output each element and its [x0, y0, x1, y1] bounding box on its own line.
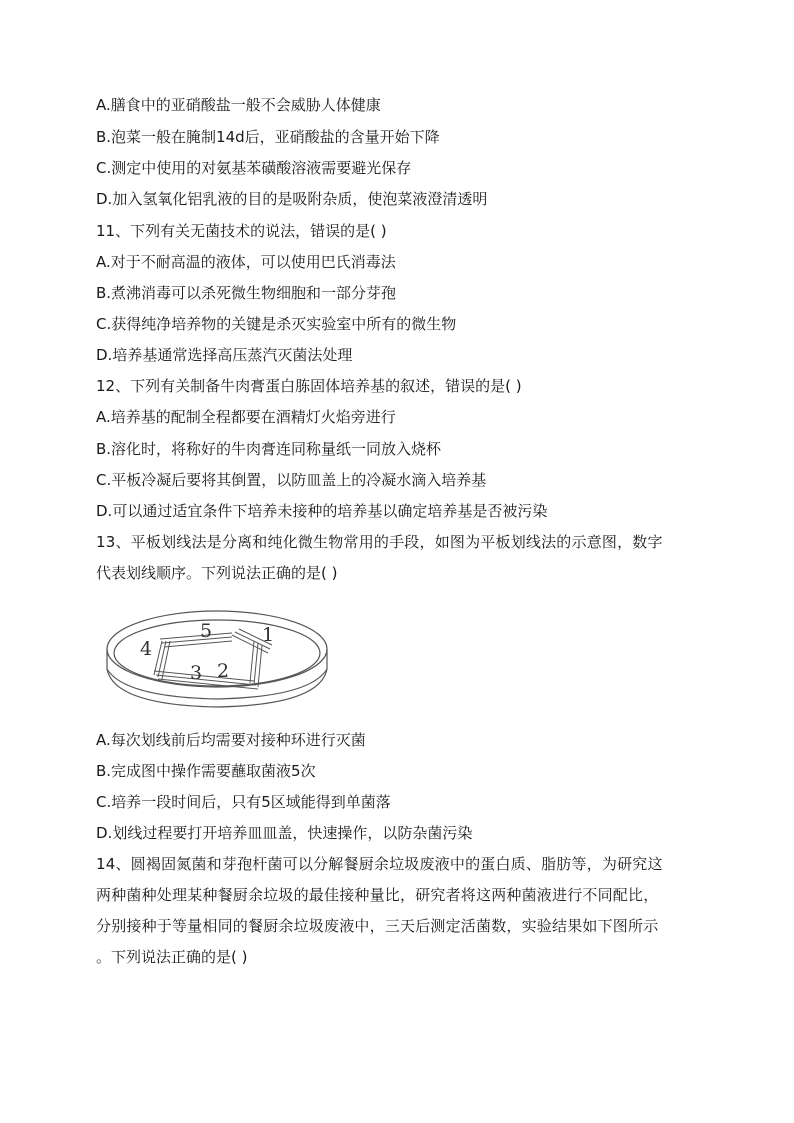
q11-option-d: D.培养基通常选择高压蒸汽灭菌法处理: [96, 346, 353, 364]
q13-option-d: D.划线过程要打开培养皿皿盖，快速操作，以防杂菌污染: [96, 824, 473, 842]
petri-dish-diagram: [104, 605, 330, 711]
q11-option-b: B.煮沸消毒可以杀死微生物细胞和一部分芽孢: [96, 284, 397, 302]
q12-option-a: A.培养基的配制全程都要在酒精灯火焰旁进行: [96, 408, 396, 426]
q13-option-a: A.每次划线前后均需要对接种环进行灭菌: [96, 731, 366, 749]
figure-label-4: 4: [140, 638, 153, 660]
q12-option-c: C.平板冷凝后要将其倒置，以防皿盖上的冷凝水滴入培养基: [96, 471, 487, 489]
q10-option-d: D.加入氢氧化铝乳液的目的是吸附杂质，使泡菜液澄清透明: [96, 190, 488, 208]
q13-stem-line2: 代表划线顺序。下列说法正确的是( ): [96, 564, 338, 582]
q13-stem-line1: 13、平板划线法是分离和纯化微生物常用的手段，如图为平板划线法的示意图，数字: [96, 533, 663, 551]
q10-option-a: A.膳食中的亚硝酸盐一般不会威胁人体健康: [96, 96, 381, 114]
q14-stem-line3: 分别接种于等量相同的餐厨余垃圾废液中，三天后测定活菌数，实验结果如下图所示: [96, 917, 659, 935]
q14-stem-line4: 。下列说法正确的是( ): [96, 948, 248, 966]
figure-label-2: 2: [217, 660, 230, 682]
figure-label-1: 1: [262, 624, 275, 646]
q11-option-a: A.对于不耐高温的液体，可以使用巴氏消毒法: [96, 253, 396, 271]
streak-lines: [154, 629, 272, 689]
q12-option-d: D.可以通过适宜条件下培养未接种的培养基以确定培养基是否被污染: [96, 502, 548, 520]
q12-stem: 12、下列有关制备牛肉膏蛋白胨固体培养基的叙述，错误的是( ): [96, 377, 522, 395]
q11-option-c: C.获得纯净培养物的关键是杀灭实验室中所有的微生物: [96, 315, 457, 333]
q14-stem-line2: 两种菌种处理某种餐厨余垃圾的最佳接种量比，研究者将这两种菌液进行不同配比，: [96, 886, 659, 904]
q10-option-c: C.测定中使用的对氨基苯磺酸溶液需要避光保存: [96, 159, 412, 177]
streak-plate-figure: [104, 605, 330, 711]
q12-option-b: B.溶化时，将称好的牛肉膏连同称量纸一同放入烧杯: [96, 440, 442, 458]
q13-option-b: B.完成图中操作需要蘸取菌液5次: [96, 762, 316, 780]
figure-label-3: 3: [190, 662, 203, 684]
figure-label-5: 5: [200, 620, 213, 642]
q10-option-b: B.泡菜一般在腌制14d后，亚硝酸盐的含量开始下降: [96, 128, 440, 146]
q13-option-c: C.培养一段时间后，只有5区域能得到单菌落: [96, 793, 391, 811]
q11-stem: 11、下列有关无菌技术的说法，错误的是( ): [96, 222, 387, 240]
q14-stem-line1: 14、圆褐固氮菌和芽孢杆菌可以分解餐厨余垃圾废液中的蛋白质、脂肪等，为研究这: [96, 855, 663, 873]
